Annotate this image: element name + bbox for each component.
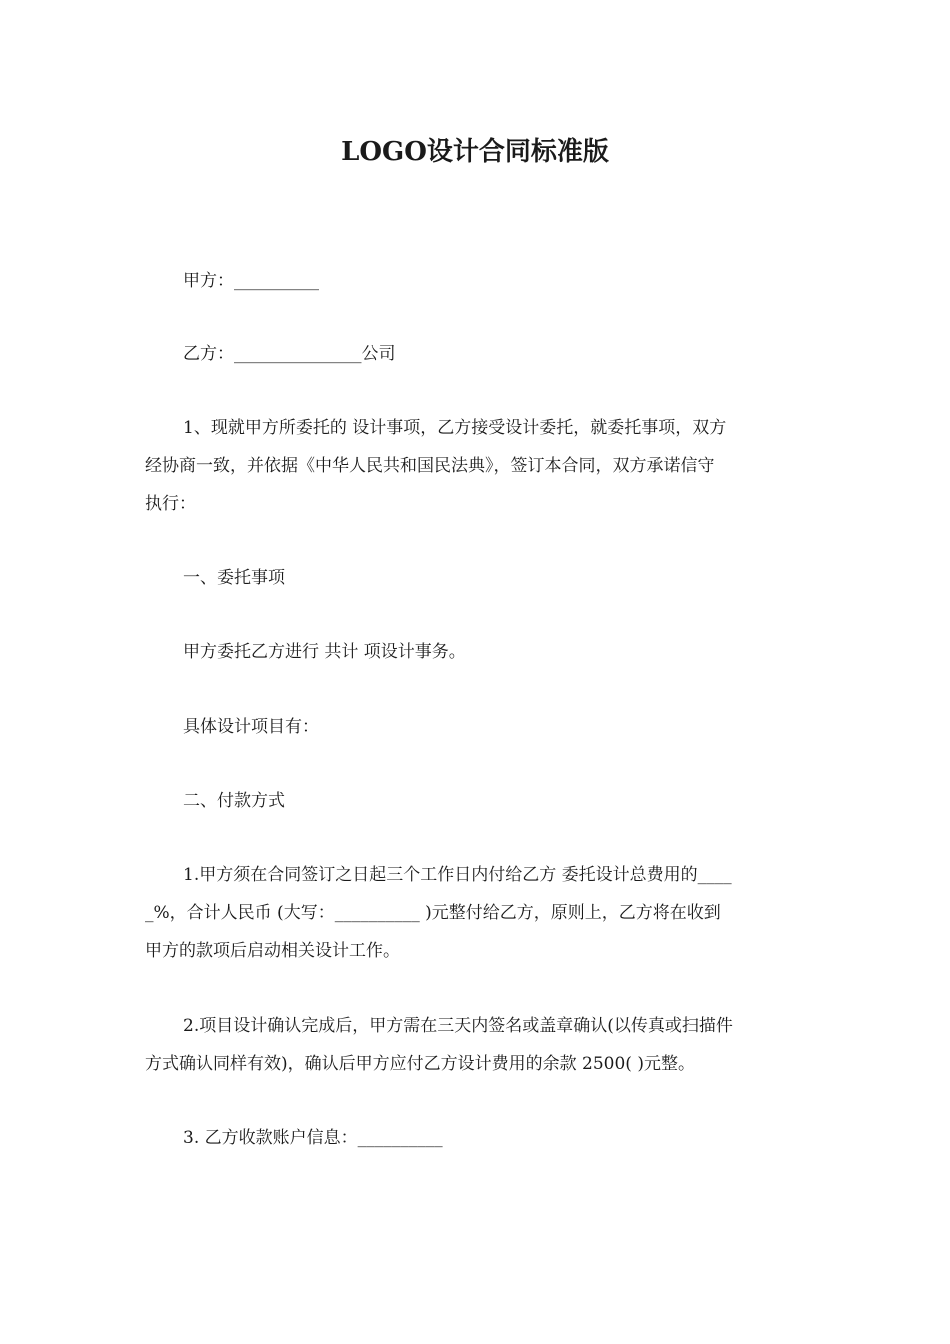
- payment-item-1-line-3: 甲方的款项后启动相关设计工作。: [145, 941, 400, 961]
- section-2-heading: 二、付款方式: [183, 791, 285, 811]
- payment-item-2-line-1: 2.项目设计确认完成后，甲方需在三天内签名或盖章确认(以传真或扫描件: [183, 1016, 733, 1036]
- payment-item-1-line-2: _%，合计人民币 (大写：__________ )元整付给乙方，原则上，乙方将在收到: [145, 903, 721, 923]
- payment-item-1-line-1: 1.甲方须在合同签订之日起三个工作日内付给乙方 委托设计总费用的____: [183, 865, 732, 885]
- intro-line-2: 经协商一致，并依据《中华人民共和国民法典》，签订本合同，双方承诺信守: [145, 456, 715, 476]
- section-1-paragraph-2: 具体设计项目有：: [183, 717, 319, 737]
- section-1-heading: 一、委托事项: [183, 568, 285, 588]
- intro-line-1: 1、现就甲方所委托的 设计事项，乙方接受设计委托，就委托事项，双方: [183, 418, 727, 438]
- payment-item-2-line-2: 方式确认同样有效)，确认后甲方应付乙方设计费用的余款 2500( )元整。: [145, 1054, 695, 1074]
- party-b-line: 乙方：_______________公司: [183, 344, 396, 364]
- payment-item-3: 3. 乙方收款账户信息：__________: [183, 1128, 443, 1148]
- document-title: LOGO设计合同标准版: [341, 137, 609, 167]
- party-a-line: 甲方：__________: [183, 271, 319, 291]
- intro-line-3: 执行：: [145, 494, 196, 514]
- section-1-paragraph-1: 甲方委托乙方进行 共计 项设计事务。: [183, 642, 466, 662]
